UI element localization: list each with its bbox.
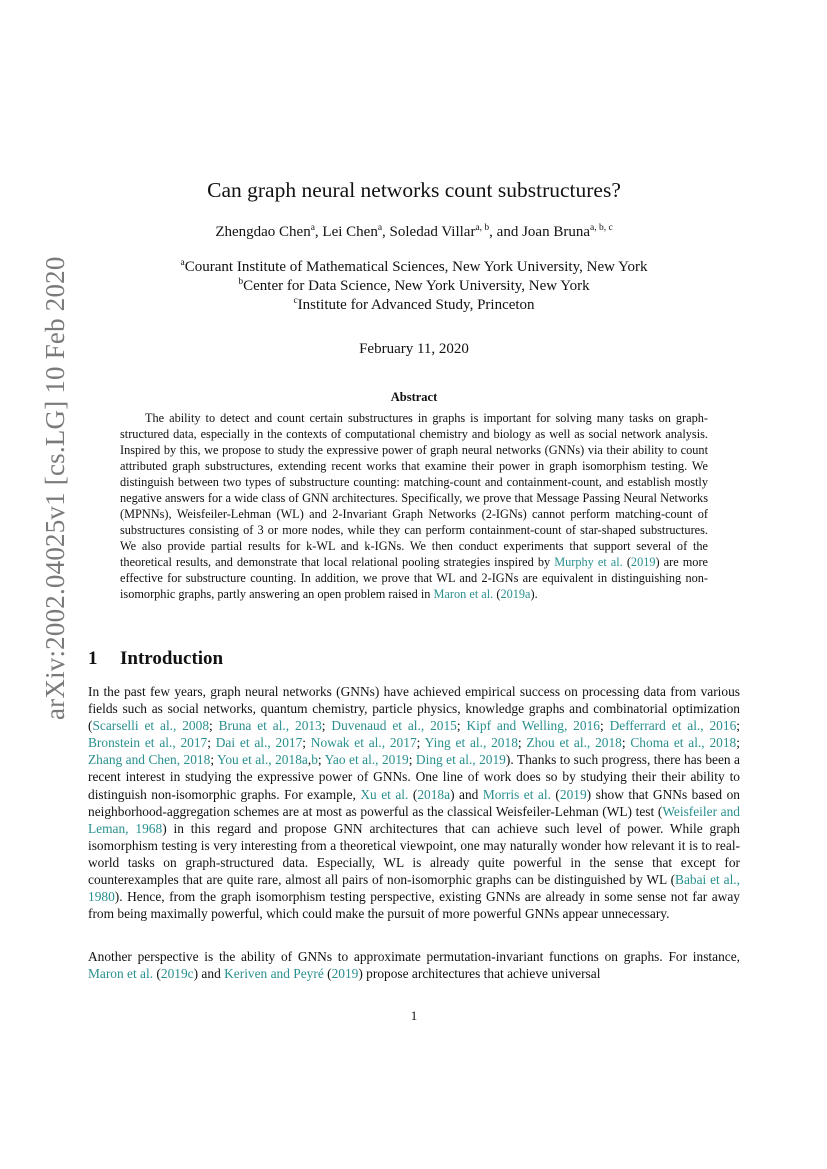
section-number: 1 (88, 648, 98, 669)
citation-link[interactable]: Nowak et al., 2017 (310, 735, 417, 751)
text-run: ( (493, 587, 501, 601)
affiliation-mark: a (180, 258, 185, 268)
citation-link[interactable]: Morris et al. (482, 786, 551, 802)
text-run: ) are more effective for substructure counting. In addition, we prove that WL and 2-IGNs are equivalent in distinguishing non-isomorphic graphs, partly answering an open problem raised in (120, 555, 708, 601)
text-run: ; (736, 735, 740, 751)
text-run: ; (416, 735, 425, 751)
citation-link[interactable]: Scarselli et al., 2008 (92, 718, 210, 734)
text-run: ) show that GNNs based on neighborhood-aggregation schemes are at most as powerful as the classical Weisfeiler-Lehman (WL) test ( (88, 786, 741, 819)
affiliation-mark: c (293, 296, 298, 306)
text-run: In the past few years, graph neural networks (GNNs) have achieved empirical success on processing data from various fields such as social networks, quantum chemistry, particle physics, knowledge graphs and combinatorial optimization ( (88, 684, 740, 734)
text-run: ( (153, 966, 161, 982)
citation-link[interactable]: Ding et al., 2019 (415, 752, 506, 768)
section-title: Introduction (120, 648, 224, 669)
citation-link[interactable]: Duvenaud et al., 2015 (331, 718, 457, 734)
text-run: ; (209, 718, 219, 734)
text-run: ; (517, 735, 527, 751)
text-run: ; (621, 735, 631, 751)
citation-link[interactable]: b (311, 752, 318, 768)
section-heading-introduction (88, 648, 740, 670)
citation-link[interactable]: Bronstein et al., 2017 (88, 735, 208, 751)
text-run: ( (408, 786, 418, 802)
paper-title: Can graph neural networks count substructures? (207, 178, 621, 202)
text-run: ; (321, 718, 332, 734)
citation-link[interactable]: You et al., 2018a (217, 752, 308, 768)
citation-link[interactable]: Defferrard et al., 2016 (609, 718, 737, 734)
text-run: ) propose architectures that achieve universal (358, 966, 601, 982)
author-affiliation-mark: a, b, c (590, 223, 613, 233)
citation-link[interactable]: Zhang and Chen, 2018 (88, 752, 211, 768)
text-run: ( (622, 555, 631, 569)
affiliation-list (88, 258, 740, 315)
author-separator: , and (489, 224, 523, 240)
author-name: Zhengdao Chen (215, 224, 311, 240)
author-affiliation-mark: a (377, 223, 383, 233)
text-run: ; (599, 718, 610, 734)
affiliation-line (88, 296, 740, 315)
text-run: , (307, 752, 312, 768)
citation-link[interactable]: 2019 (331, 966, 359, 982)
text-run: ; (207, 735, 216, 751)
citation-link[interactable]: Keriven and Peyré (224, 966, 324, 982)
author-name: Soledad Villar (389, 224, 476, 240)
citation-link[interactable]: Ying et al., 2018 (424, 735, 518, 751)
text-run: ; (736, 718, 740, 734)
citation-link[interactable]: Weisfeiler and Leman, 1968 (88, 803, 740, 836)
text-run: ). (530, 587, 538, 601)
citation-link[interactable]: Choma et al., 2018 (630, 735, 737, 751)
intro-paragraph-2 (88, 948, 740, 982)
text-run: ( (550, 786, 560, 802)
citation-link[interactable]: 2019 (630, 555, 656, 569)
citation-link[interactable]: 2019c (160, 966, 194, 982)
affiliation-line (88, 258, 740, 277)
citation-link[interactable]: 2019 (559, 786, 587, 802)
citation-link[interactable]: Kipf and Welling, 2016 (466, 718, 600, 734)
intro-paragraph-1 (88, 683, 740, 922)
publication-date: February 11, 2020 (359, 341, 469, 357)
affiliation-text: Courant Institute of Mathematical Sciences, New York University, New York (184, 259, 648, 275)
citation-link[interactable]: 2018a (417, 786, 451, 802)
citation-link[interactable]: Murphy et al. (554, 555, 623, 569)
author-name: Lei Chen (322, 224, 378, 240)
arxiv-identifier: arXiv:2002.04025v1 [cs.LG] 10 Feb 2020 (40, 256, 70, 720)
text-run: ; (302, 735, 311, 751)
text-run: ) and (193, 966, 225, 982)
abstract-body (120, 410, 708, 602)
text-run: ). Hence, from the graph isomorphism testing perspective, existing GNNs are already in some sense not far away from being maximally powerful, which could make the pursuit of more powerful GNNs appear unnecessary. (88, 889, 740, 922)
text-run: ; (210, 752, 217, 768)
citation-link[interactable]: Dai et al., 2017 (215, 735, 303, 751)
citation-link[interactable]: Maron et al. (88, 966, 154, 982)
citation-link[interactable]: Xu et al. (360, 786, 409, 802)
author-separator: , (382, 224, 390, 240)
text-run: ; (456, 718, 467, 734)
text-run: ( (323, 966, 332, 982)
affiliation-text: Institute for Advanced Study, Princeton (297, 297, 535, 313)
author-separator: , (314, 224, 323, 240)
affiliation-mark: b (238, 277, 244, 287)
text-run: ). Thanks to such progress, there has been a recent interest in studying the expressive power of GNNs. One line of work does so by studying their their ability to distinguish non-isomorphic graphs. For example, (88, 752, 741, 802)
affiliation-line (88, 277, 740, 296)
citation-link[interactable]: Bruna et al., 2013 (218, 718, 322, 734)
text-run: The ability to detect and count certain substructures in graphs is important for solving many tasks on graph-structured data, especially in the contexts of computational chemistry and biology as well as social network analysis. Inspired by this, we propose to study the expressive power of graph neural networks (GNNs) via their ability to count attributed graph substructures, extending recent works that examine their power in graph isomorphism testing. We distinguish between two types of substructure counting: matching-count and containment-count, and establish mostly negative answers for a wide class of GNN architectures. Specifically, we prove that Message Passing Neural Networks (MPNNs), Weisfeiler-Lehman (WL) and 2-Invariant Graph Networks (2-IGNs) cannot perform matching-count of substructures consisting of 3 or more nodes, while they can perform containment-count of star-shaped substructures. We also provide partial results for k-WL and k-IGNs. We then conduct experiments that support several of the theoretical results, and demonstrate that local relational pooling strategies inspired by (120, 411, 708, 569)
citation-link[interactable]: 2019a (500, 587, 531, 601)
page-number: 1 (410, 1008, 418, 1023)
author-name: Joan Bruna (522, 224, 590, 240)
affiliation-text: Center for Data Science, New York University, New York (243, 278, 590, 294)
author-affiliation-mark: a, b (475, 223, 490, 233)
text-run: ; (408, 752, 416, 768)
text-run: ; (317, 752, 325, 768)
citation-link[interactable]: Babai et al., 1980 (88, 872, 740, 905)
text-run: Another perspective is the ability of GNNs to approximate permutation-invariant functions on graphs. For instance, (88, 949, 740, 964)
text-run: ) and (450, 786, 483, 802)
citation-link[interactable]: Yao et al., 2019 (324, 752, 409, 768)
citation-link[interactable]: Maron et al. (433, 587, 494, 601)
abstract-heading: Abstract (390, 390, 438, 404)
citation-link[interactable]: Zhou et al., 2018 (526, 735, 622, 751)
author-affiliation-mark: a (310, 223, 315, 233)
text-run: ) in this regard and propose GNN architectures that can achieve such level of power. While graph isomorphism testing is very interesting from a theoretical viewpoint, one may naturally wonder how relevant it is to real-world tasks on graph-structured data. Especially, WL is already quite powerful in the sense that except for counterexamples that are quite rare, almost all pairs of non-isomorphic graphs can be distinguished by WL ( (88, 820, 740, 888)
author-list (88, 224, 740, 241)
